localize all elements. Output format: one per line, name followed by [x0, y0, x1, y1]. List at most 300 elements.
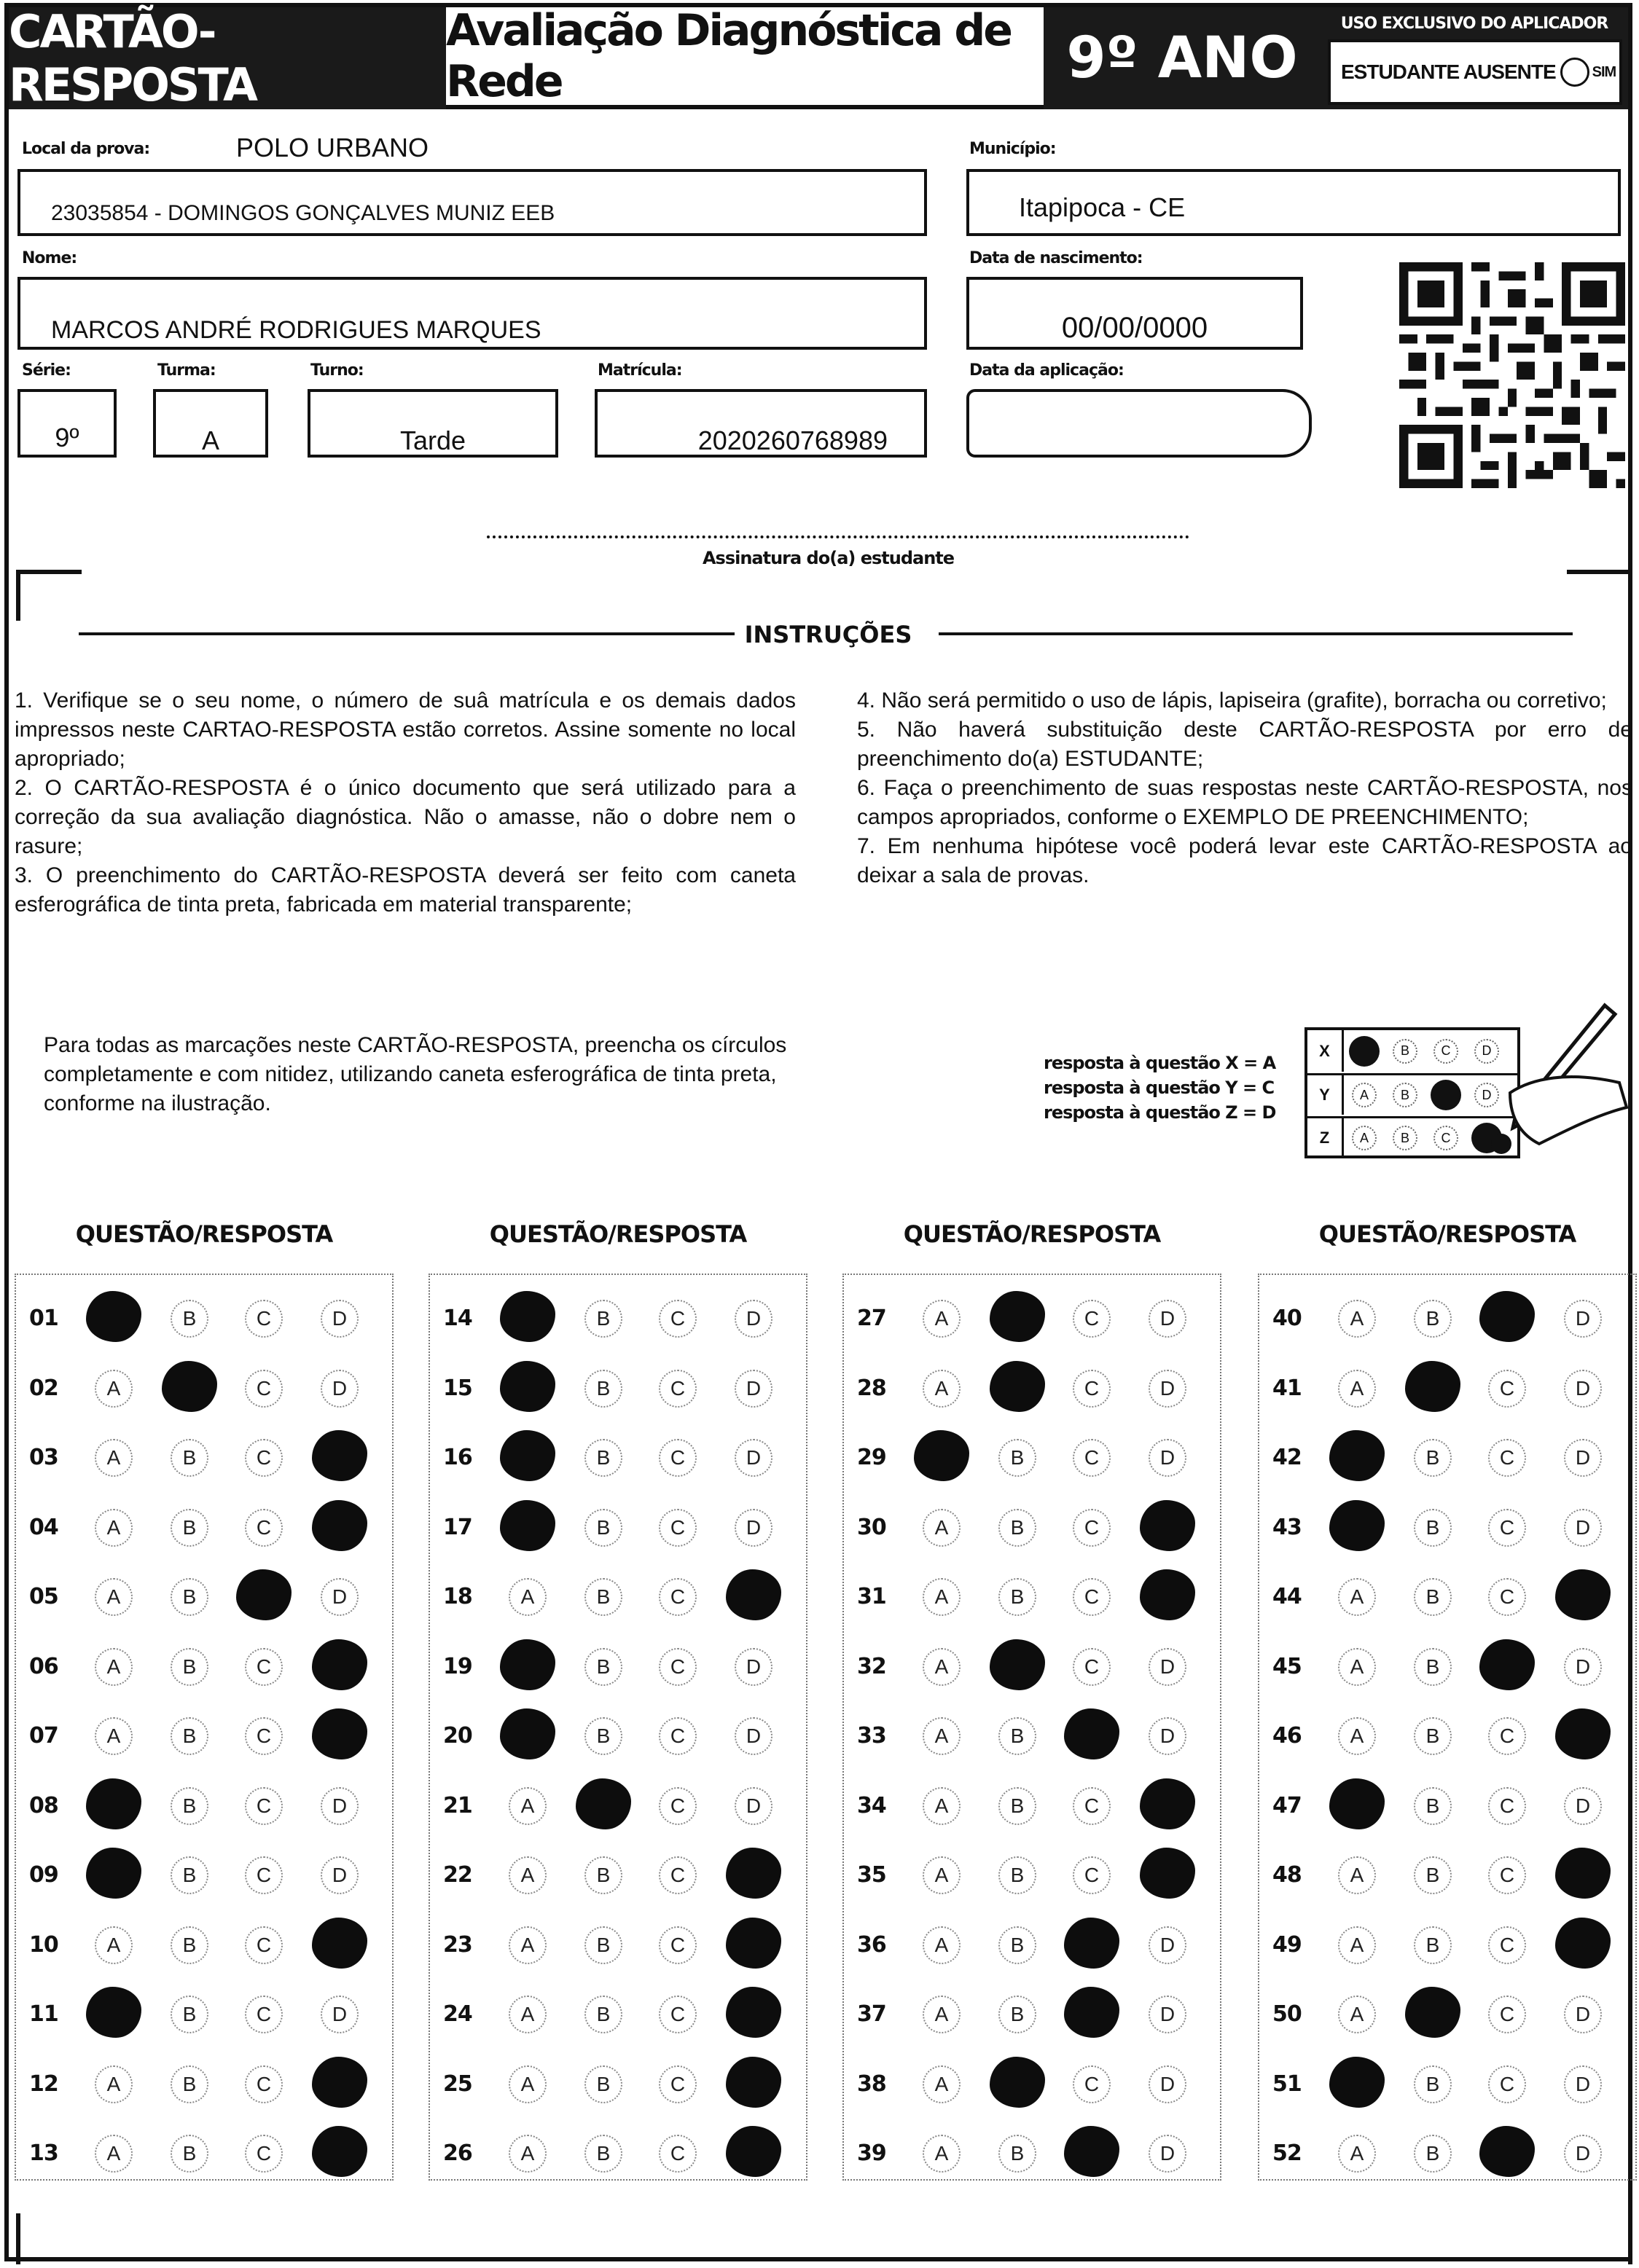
answer-bubble[interactable]: C — [659, 1996, 697, 2033]
answer-bubble[interactable]: C — [659, 2135, 697, 2173]
answer-bubble[interactable]: D — [1564, 1370, 1602, 1408]
answer-bubble[interactable]: C — [1488, 2065, 1526, 2103]
answer-bubble[interactable]: C — [1073, 1856, 1111, 1894]
answer-bubble[interactable]: C — [1488, 1996, 1526, 2033]
example-cell — [1344, 1036, 1385, 1067]
answer-bubble[interactable]: D — [735, 1370, 772, 1408]
answer-bubble[interactable]: B — [1414, 1509, 1452, 1547]
answer-bubble[interactable]: C — [1073, 1300, 1111, 1338]
answer-bubble[interactable]: C — [245, 2135, 283, 2173]
answer-bubble-filled[interactable] — [914, 1430, 969, 1481]
turno-value: Tarde — [399, 425, 466, 455]
answer-bubble[interactable]: D — [321, 1856, 359, 1894]
answer-bubble-filled[interactable] — [990, 1291, 1045, 1342]
answer-bubble[interactable]: C — [1488, 1509, 1526, 1547]
answer-bubble[interactable]: A — [95, 2065, 133, 2103]
answer-bubble[interactable]: A — [95, 1439, 133, 1477]
answer-bubble[interactable]: A — [923, 1578, 961, 1616]
answer-bubble[interactable]: A — [509, 2135, 547, 2173]
question-number: 26 — [443, 2141, 472, 2166]
answer-bubble[interactable]: C — [245, 1648, 283, 1686]
pen-illustration-icon — [1481, 998, 1634, 1173]
answer-bubble-filled[interactable] — [1329, 1500, 1385, 1551]
answer-bubble[interactable]: B — [171, 1926, 208, 1964]
answer-bubble[interactable]: D — [735, 1648, 772, 1686]
answer-bubble[interactable]: A — [509, 1856, 547, 1894]
answer-bubble[interactable]: C — [245, 1717, 283, 1755]
question-row — [16, 1491, 395, 1561]
answer-bubble[interactable]: C — [1073, 1439, 1111, 1477]
answer-bubble[interactable]: B — [171, 1717, 208, 1755]
answer-bubble[interactable]: D — [1564, 1509, 1602, 1547]
turno-label: Turno: — [310, 361, 364, 380]
answer-bubble-filled[interactable] — [1555, 1708, 1611, 1759]
answer-bubble[interactable]: B — [171, 1300, 208, 1338]
answer-bubble[interactable]: A — [1338, 1578, 1376, 1616]
answer-bubble[interactable]: D — [735, 1300, 772, 1338]
question-number: 31 — [857, 1584, 886, 1609]
answer-bubble[interactable]: B — [584, 2135, 622, 2173]
answer-bubble[interactable]: C — [659, 1717, 697, 1755]
answer-bubble-filled[interactable] — [500, 1500, 555, 1551]
answer-bubble-filled[interactable] — [990, 1639, 1045, 1690]
answer-bubble[interactable]: A — [95, 1509, 133, 1547]
answer-bubble-filled[interactable] — [86, 1848, 141, 1899]
question-row — [16, 1839, 395, 1909]
answer-bubble[interactable]: C — [659, 1509, 697, 1547]
answer-bubble[interactable]: A — [1338, 1370, 1376, 1408]
answer-bubble-filled[interactable] — [1479, 1639, 1535, 1690]
question-number: 08 — [29, 1792, 58, 1818]
answer-bubble[interactable]: B — [1414, 2065, 1452, 2103]
answer-bubble-filled[interactable] — [312, 1918, 367, 1969]
answer-bubble-filled[interactable] — [726, 1569, 781, 1620]
answer-bubble[interactable]: A — [923, 1926, 961, 1964]
answer-bubble[interactable]: B — [584, 1509, 622, 1547]
question-row — [1259, 1770, 1638, 1840]
municipio-label: Município: — [969, 140, 1056, 158]
question-row — [1259, 1839, 1638, 1909]
answer-bubble[interactable]: B — [171, 2065, 208, 2103]
answer-bubble[interactable]: D — [1149, 2065, 1186, 2103]
answer-bubble[interactable]: D — [1564, 1439, 1602, 1477]
example-row-key: Y — [1307, 1075, 1344, 1115]
answer-bubble[interactable]: D — [321, 1578, 359, 1616]
answer-bubble-filled[interactable] — [500, 1361, 555, 1412]
answer-bubble-filled[interactable] — [86, 1987, 141, 2038]
answer-bubble-filled[interactable] — [1405, 1361, 1460, 1412]
answer-bubble-filled[interactable] — [500, 1708, 555, 1759]
answer-bubble[interactable]: B — [171, 2135, 208, 2173]
question-row — [844, 1491, 1223, 1561]
question-row — [16, 1909, 395, 1979]
answer-bubble[interactable]: B — [171, 1578, 208, 1616]
matricula-value: 2020260768989 — [697, 425, 888, 455]
answer-bubble[interactable]: A — [923, 1996, 961, 2033]
question-row — [844, 1421, 1223, 1491]
answer-bubble[interactable]: D — [1564, 1648, 1602, 1686]
answer-bubble-filled[interactable] — [500, 1639, 555, 1690]
answer-bubble[interactable]: C — [1488, 1370, 1526, 1408]
turma-value: A — [201, 425, 219, 455]
signature-line[interactable] — [487, 535, 1189, 538]
answer-bubble[interactable]: A — [923, 1856, 961, 1894]
nome-field — [17, 277, 927, 350]
grade-badge: 9º ANO — [1044, 7, 1321, 109]
answer-bubble[interactable]: D — [1564, 2135, 1602, 2173]
answer-bubble[interactable]: D — [735, 1509, 772, 1547]
question-row — [16, 2117, 395, 2187]
answer-bubble[interactable]: B — [998, 1578, 1036, 1616]
answer-bubble[interactable]: B — [998, 1856, 1036, 1894]
question-number: 32 — [857, 1653, 886, 1679]
answer-bubble-filled[interactable] — [162, 1361, 217, 1412]
question-number: 03 — [29, 1445, 58, 1470]
answer-sheet — [4, 3, 1632, 2261]
answer-bubble[interactable]: B — [1414, 1578, 1452, 1616]
answer-bubble-filled[interactable] — [1405, 1987, 1460, 2038]
answer-bubble-filled[interactable] — [1140, 1500, 1195, 1551]
answer-bubble[interactable]: B — [171, 1787, 208, 1825]
example-cell — [1425, 1039, 1466, 1064]
answer-bubble[interactable]: C — [1488, 1439, 1526, 1477]
answer-bubble[interactable]: A — [1338, 1926, 1376, 1964]
answer-bubble[interactable]: C — [1488, 1926, 1526, 1964]
answer-bubble[interactable]: B — [584, 1648, 622, 1686]
answer-bubble[interactable]: B — [584, 1300, 622, 1338]
answer-bubble-filled[interactable] — [1479, 2126, 1535, 2177]
question-row — [430, 1770, 809, 1840]
answer-bubble[interactable]: C — [1488, 1787, 1526, 1825]
answer-bubble-filled[interactable] — [1064, 1987, 1119, 2038]
instruction-item: 4. Não será permitido o uso de lápis, lapiseira (grafite), borracha ou corretivo; — [857, 688, 1607, 713]
answer-bubble[interactable]: B — [1414, 1856, 1452, 1894]
answer-bubble[interactable]: C — [245, 1439, 283, 1477]
answer-bubble[interactable]: A — [923, 1648, 961, 1686]
turno-field — [308, 389, 558, 458]
question-row — [430, 1282, 809, 1352]
answer-bubble[interactable]: A — [509, 1787, 547, 1825]
answer-bubble[interactable]: C — [659, 2065, 697, 2103]
answer-bubble[interactable]: B — [171, 1856, 208, 1894]
answer-bubble[interactable]: B — [998, 1926, 1036, 1964]
instruction-item: 6. Faça o preenchimento de suas respostas neste CARTÃO-RESPOSTA, nos campos apropriados, conforme o EXEMPLO DE PREENCHIMENTO; — [857, 776, 1632, 829]
answer-bubble-filled[interactable] — [86, 1778, 141, 1829]
answer-bubble[interactable]: C — [245, 1926, 283, 1964]
answer-bubble[interactable]: C — [659, 1370, 697, 1408]
question-row — [1259, 1909, 1638, 1979]
answer-bubble-filled[interactable] — [990, 2057, 1045, 2108]
answer-bubble[interactable]: B — [998, 2135, 1036, 2173]
question-number: 16 — [443, 1445, 472, 1470]
answer-bubble[interactable]: A — [1338, 1996, 1376, 2033]
answer-bubble[interactable]: B — [998, 1787, 1036, 1825]
answer-bubble[interactable]: B — [584, 1996, 622, 2033]
answer-bubble[interactable]: B — [584, 1578, 622, 1616]
question-row — [1259, 1282, 1638, 1352]
answer-bubble[interactable]: B — [998, 1509, 1036, 1547]
example-filled-bubble — [1431, 1080, 1461, 1110]
answer-bubble[interactable]: D — [1149, 1370, 1186, 1408]
answer-bubble[interactable]: B — [1414, 1300, 1452, 1338]
nascimento-field — [966, 277, 1303, 350]
answer-bubble[interactable]: D — [1564, 1996, 1602, 2033]
municipio-value: Itapipoca - CE — [1019, 192, 1186, 222]
question-row — [844, 1352, 1223, 1422]
answer-bubble-filled[interactable] — [1140, 1569, 1195, 1620]
answer-bubble[interactable]: A — [923, 1787, 961, 1825]
aplicacao-field — [966, 389, 1312, 458]
answer-bubble-filled[interactable] — [1140, 1848, 1195, 1899]
answer-bubble[interactable]: C — [245, 1300, 283, 1338]
answer-bubble[interactable]: C — [659, 1787, 697, 1825]
answer-bubble[interactable]: A — [95, 2135, 133, 2173]
instructions-left — [15, 686, 796, 919]
answer-bubble[interactable]: A — [95, 1370, 133, 1408]
answer-bubble[interactable]: C — [245, 2065, 283, 2103]
answer-bubble[interactable]: A — [509, 2065, 547, 2103]
answer-bubble[interactable]: A — [1338, 1856, 1376, 1894]
answer-bubble-filled[interactable] — [726, 1987, 781, 2038]
answer-bubble[interactable]: D — [1564, 1787, 1602, 1825]
question-row — [430, 1631, 809, 1700]
answer-bubble[interactable]: D — [1149, 2135, 1186, 2173]
answer-bubble-filled[interactable] — [1064, 1708, 1119, 1759]
answer-bubble[interactable]: A — [95, 1717, 133, 1755]
question-number: 04 — [29, 1514, 58, 1540]
answer-bubble[interactable]: D — [1149, 1300, 1186, 1338]
answer-bubble-filled[interactable] — [1064, 1918, 1119, 1969]
question-number: 09 — [29, 1862, 58, 1888]
instruction-item: 7. Em nenhuma hipótese você poderá levar este CARTÃO-RESPOSTA ao deixar a sala de provas. — [857, 834, 1632, 887]
answer-bubble-filled[interactable] — [726, 1918, 781, 1969]
answer-bubble[interactable]: C — [245, 1856, 283, 1894]
answer-bubble[interactable]: B — [1414, 1648, 1452, 1686]
answer-bubble-filled[interactable] — [500, 1430, 555, 1481]
example-cell — [1385, 1083, 1425, 1107]
aplicacao-label: Data da aplicação: — [969, 361, 1124, 380]
answer-bubble-filled[interactable] — [726, 1848, 781, 1899]
answer-bubble-filled[interactable] — [1555, 1918, 1611, 1969]
answer-bubble-filled[interactable] — [1329, 1778, 1385, 1829]
answer-bubble-filled[interactable] — [86, 1291, 141, 1342]
answer-bubble-filled[interactable] — [500, 1291, 555, 1342]
answer-bubble-filled[interactable] — [236, 1569, 292, 1620]
answer-bubble[interactable]: C — [1073, 1648, 1111, 1686]
answer-bubble[interactable]: C — [1488, 1856, 1526, 1894]
school-field — [17, 169, 927, 236]
answer-bubble[interactable]: C — [245, 1996, 283, 2033]
answer-bubble[interactable]: D — [1149, 1996, 1186, 2033]
answer-bubble[interactable]: D — [321, 1787, 359, 1825]
answer-bubble[interactable]: D — [1564, 2065, 1602, 2103]
answer-bubble[interactable]: C — [659, 1856, 697, 1894]
question-number: 45 — [1272, 1653, 1302, 1679]
answer-bubble-filled[interactable] — [312, 1639, 367, 1690]
answer-bubble[interactable]: C — [1073, 1509, 1111, 1547]
answer-bubble-filled[interactable] — [1329, 2057, 1385, 2108]
answer-bubble[interactable]: A — [95, 1578, 133, 1616]
question-number: 47 — [1272, 1792, 1302, 1818]
serie-label: Série: — [22, 361, 71, 380]
question-row — [430, 2117, 809, 2187]
answer-bubble[interactable]: C — [1488, 1578, 1526, 1616]
answer-bubble[interactable]: B — [998, 1439, 1036, 1477]
answer-column — [429, 1274, 807, 2181]
answer-bubble[interactable]: C — [1073, 1787, 1111, 1825]
question-row — [844, 1978, 1223, 2048]
example-cell — [1385, 1126, 1425, 1150]
answer-bubble[interactable]: C — [245, 1787, 283, 1825]
answer-bubble[interactable]: A — [923, 1717, 961, 1755]
column-header: QUESTÃO/RESPOSTA — [489, 1220, 747, 1248]
answer-bubble[interactable]: B — [584, 1856, 622, 1894]
answer-bubble[interactable]: B — [1414, 1787, 1452, 1825]
answer-bubble[interactable]: A — [1338, 1300, 1376, 1338]
answer-bubble[interactable]: D — [1564, 1300, 1602, 1338]
question-row — [16, 1421, 395, 1491]
answer-bubble-filled[interactable] — [1555, 1569, 1611, 1620]
answer-bubble[interactable]: B — [171, 1648, 208, 1686]
question-number: 52 — [1272, 2141, 1302, 2166]
answer-bubble[interactable]: A — [509, 1926, 547, 1964]
answer-bubble-filled[interactable] — [1555, 1848, 1611, 1899]
answer-bubble-filled[interactable] — [312, 1430, 367, 1481]
answer-bubble[interactable]: B — [584, 1717, 622, 1755]
answer-bubble-filled[interactable] — [312, 1500, 367, 1551]
question-row — [430, 1909, 809, 1979]
answer-bubble[interactable]: B — [171, 1509, 208, 1547]
question-number: 43 — [1272, 1514, 1302, 1540]
question-row — [16, 1770, 395, 1840]
question-number: 46 — [1272, 1723, 1302, 1749]
answer-bubble[interactable]: C — [659, 1578, 697, 1616]
answer-bubble-filled[interactable] — [1479, 1291, 1535, 1342]
answer-bubble[interactable]: C — [1073, 1578, 1111, 1616]
answer-bubble-filled[interactable] — [726, 2057, 781, 2108]
answer-bubble-filled[interactable] — [312, 1708, 367, 1759]
answer-bubble[interactable]: A — [509, 1996, 547, 2033]
answer-bubble[interactable]: B — [171, 1439, 208, 1477]
answer-bubble[interactable]: D — [321, 1300, 359, 1338]
answer-bubble[interactable]: B — [584, 1926, 622, 1964]
question-number: 37 — [857, 2001, 886, 2027]
question-row — [1259, 1561, 1638, 1631]
answer-bubble[interactable]: C — [659, 1648, 697, 1686]
example-empty-bubble: B — [1393, 1126, 1417, 1150]
answer-bubble[interactable]: C — [245, 1370, 283, 1408]
answer-bubble[interactable]: D — [321, 1370, 359, 1408]
answer-bubble[interactable]: B — [584, 1439, 622, 1477]
question-row — [430, 1839, 809, 1909]
answer-bubble[interactable]: C — [1488, 1717, 1526, 1755]
answer-bubble[interactable]: C — [1073, 2065, 1111, 2103]
answer-column — [1258, 1274, 1637, 2181]
answer-bubble[interactable]: D — [735, 1717, 772, 1755]
answer-bubble-filled[interactable] — [576, 1778, 631, 1829]
matricula-field — [595, 389, 927, 458]
turma-label: Turma: — [157, 361, 216, 380]
instruction-item: 1. Verifique se o seu nome, o número de suâ matrícula e os demais dados impressos neste CARTAO-RESPOSTA estão corretos. Assine somente no local apropriado; — [15, 688, 796, 771]
exclusive-use-label: USO EXCLUSIVO DO APLICADOR — [1340, 15, 1608, 33]
answer-bubble[interactable]: D — [735, 1787, 772, 1825]
answer-bubble-filled[interactable] — [1064, 2126, 1119, 2177]
answer-bubble[interactable]: D — [735, 1439, 772, 1477]
answer-bubble[interactable]: D — [1149, 1648, 1186, 1686]
answer-bubble[interactable]: C — [659, 1439, 697, 1477]
question-number: 01 — [29, 1306, 58, 1331]
question-row — [844, 1282, 1223, 1352]
answer-bubble[interactable]: C — [245, 1509, 283, 1547]
answer-bubble[interactable]: B — [1414, 1926, 1452, 1964]
answer-bubble[interactable]: A — [509, 1578, 547, 1616]
question-number: 20 — [443, 1723, 472, 1749]
example-empty-bubble: C — [1433, 1039, 1458, 1064]
answer-bubble[interactable]: D — [1149, 1439, 1186, 1477]
question-number: 38 — [857, 2071, 886, 2097]
question-number: 36 — [857, 1931, 886, 1958]
answer-bubble[interactable]: A — [923, 2065, 961, 2103]
answer-bubble[interactable]: B — [171, 1996, 208, 2033]
question-row — [430, 1421, 809, 1491]
question-number: 29 — [857, 1445, 886, 1470]
signature-label: Assinatura do(a) estudante — [702, 548, 955, 568]
answer-bubble[interactable]: A — [1338, 1717, 1376, 1755]
example-legend — [1044, 1051, 1275, 1125]
nome-value: MARCOS ANDRÉ RODRIGUES MARQUES — [51, 316, 541, 344]
local-label: Local da prova: — [22, 140, 150, 158]
answer-bubble-filled[interactable] — [990, 1361, 1045, 1412]
answer-bubble-filled[interactable] — [1140, 1778, 1195, 1829]
answer-bubble[interactable]: B — [1414, 2135, 1452, 2173]
question-number: 33 — [857, 1723, 886, 1749]
answer-bubble-filled[interactable] — [726, 2126, 781, 2177]
question-number: 05 — [29, 1584, 58, 1609]
question-number: 06 — [29, 1653, 58, 1679]
answer-bubble[interactable]: D — [1149, 1926, 1186, 1964]
example-cell — [1344, 1083, 1385, 1107]
answer-bubble[interactable]: B — [1414, 1439, 1452, 1477]
answer-bubble[interactable]: A — [923, 1370, 961, 1408]
answer-bubble[interactable]: C — [659, 1926, 697, 1964]
absent-bubble[interactable] — [1560, 58, 1589, 87]
question-row — [844, 2048, 1223, 2118]
question-row — [1259, 1700, 1638, 1770]
answer-bubble[interactable]: A — [923, 1300, 961, 1338]
answer-bubble-filled[interactable] — [312, 2126, 367, 2177]
answer-bubble-filled[interactable] — [1329, 1430, 1385, 1481]
answer-bubble[interactable]: A — [1338, 2135, 1376, 2173]
answer-bubble[interactable]: B — [998, 1717, 1036, 1755]
answer-bubble[interactable]: B — [584, 1370, 622, 1408]
answer-bubble[interactable]: B — [1414, 1717, 1452, 1755]
answer-bubble[interactable]: A — [923, 2135, 961, 2173]
answer-bubble[interactable]: A — [95, 1648, 133, 1686]
answer-bubble[interactable]: D — [1149, 1717, 1186, 1755]
answer-bubble[interactable]: C — [659, 1300, 697, 1338]
answer-bubble[interactable]: A — [95, 1926, 133, 1964]
question-row — [1259, 1631, 1638, 1700]
answer-bubble-filled[interactable] — [312, 2057, 367, 2108]
instructions-title: INSTRUÇÕES — [744, 621, 912, 648]
question-number: 44 — [1272, 1584, 1302, 1609]
answer-bubble[interactable]: C — [1073, 1370, 1111, 1408]
answer-bubble[interactable]: B — [998, 1996, 1036, 2033]
answer-bubble[interactable]: D — [321, 1996, 359, 2033]
answer-bubble[interactable]: B — [584, 2065, 622, 2103]
answer-bubble[interactable]: A — [923, 1509, 961, 1547]
answer-bubble[interactable]: A — [1338, 1648, 1376, 1686]
